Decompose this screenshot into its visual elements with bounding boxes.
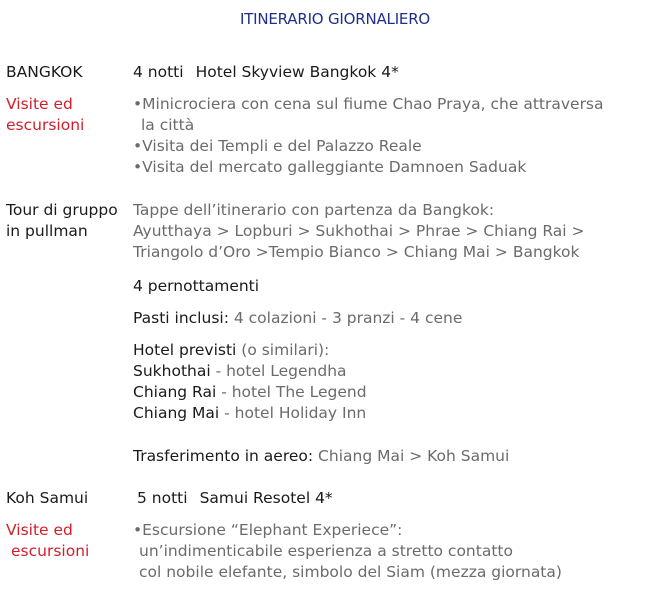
tour-hotels xyxy=(133,340,367,424)
route-line: Triangolo d’Oro >Tempio Bianco > Chiang Mai > Bangkok xyxy=(133,243,580,261)
transfer-label: Trasferimento in aereo: xyxy=(133,447,314,465)
page-title: ITINERARIO GIORNALIERO xyxy=(239,10,431,28)
hotels-heading: Hotel previsti (o similari): xyxy=(133,341,330,359)
hotel-item: Chiang Rai - hotel The Legend xyxy=(133,383,367,401)
list-item: la città xyxy=(141,116,195,134)
section-label-tour: Tour di gruppo in pullman xyxy=(6,201,118,240)
route-line: Ayutthaya > Lopburi > Sukhothai > Phrae > Chiang Rai > xyxy=(133,222,585,240)
list-item: •Escursione “Elephant Experiece”: xyxy=(133,521,403,539)
samui-hotel: Samui Resotel 4* xyxy=(199,489,333,507)
section-label-bangkok: BANGKOK xyxy=(6,63,83,81)
bangkok-visits-list xyxy=(133,94,604,178)
samui-nights: 5 notti xyxy=(137,489,188,507)
samui-stay xyxy=(137,488,333,509)
bangkok-hotel: Hotel Skyview Bangkok 4* xyxy=(195,63,399,81)
transfer-value: Chiang Mai > Koh Samui xyxy=(313,447,510,465)
bangkok-visits-label: Visite ed escursioni xyxy=(6,95,85,134)
tour-route xyxy=(133,200,585,263)
tour-transfer xyxy=(133,446,509,467)
bangkok-nights: 4 notti xyxy=(133,63,184,81)
section-label-samui: Koh Samui xyxy=(6,489,89,507)
tour-meals xyxy=(133,308,462,329)
route-line: Tappe dell’itinerario con partenza da Bangkok: xyxy=(133,201,495,219)
list-item: col nobile elefante, simbolo del Siam (mezza giornata) xyxy=(139,563,562,581)
list-item: un’indimenticabile esperienza a stretto contatto xyxy=(139,542,513,560)
hotel-item: Sukhothai - hotel Legendha xyxy=(133,362,347,380)
list-item: •Visita del mercato galleggiante Damnoen Saduak xyxy=(133,158,527,176)
samui-visits-list xyxy=(133,520,562,583)
meals-value: 4 colazioni - 3 pranzi - 4 cene xyxy=(228,309,463,327)
hotel-item: Chiang Mai - hotel Holiday Inn xyxy=(133,404,367,422)
bangkok-stay xyxy=(133,62,399,83)
meals-label: Pasti inclusi: xyxy=(133,309,229,327)
list-item: •Minicrociera con cena sul fiume Chao Praya, che attraversa xyxy=(133,95,604,113)
samui-visits-label: Visite ed escursioni xyxy=(6,521,90,560)
tour-overnights: 4 pernottamenti xyxy=(133,277,260,295)
list-item: •Visita dei Templi e del Palazzo Reale xyxy=(133,137,422,155)
